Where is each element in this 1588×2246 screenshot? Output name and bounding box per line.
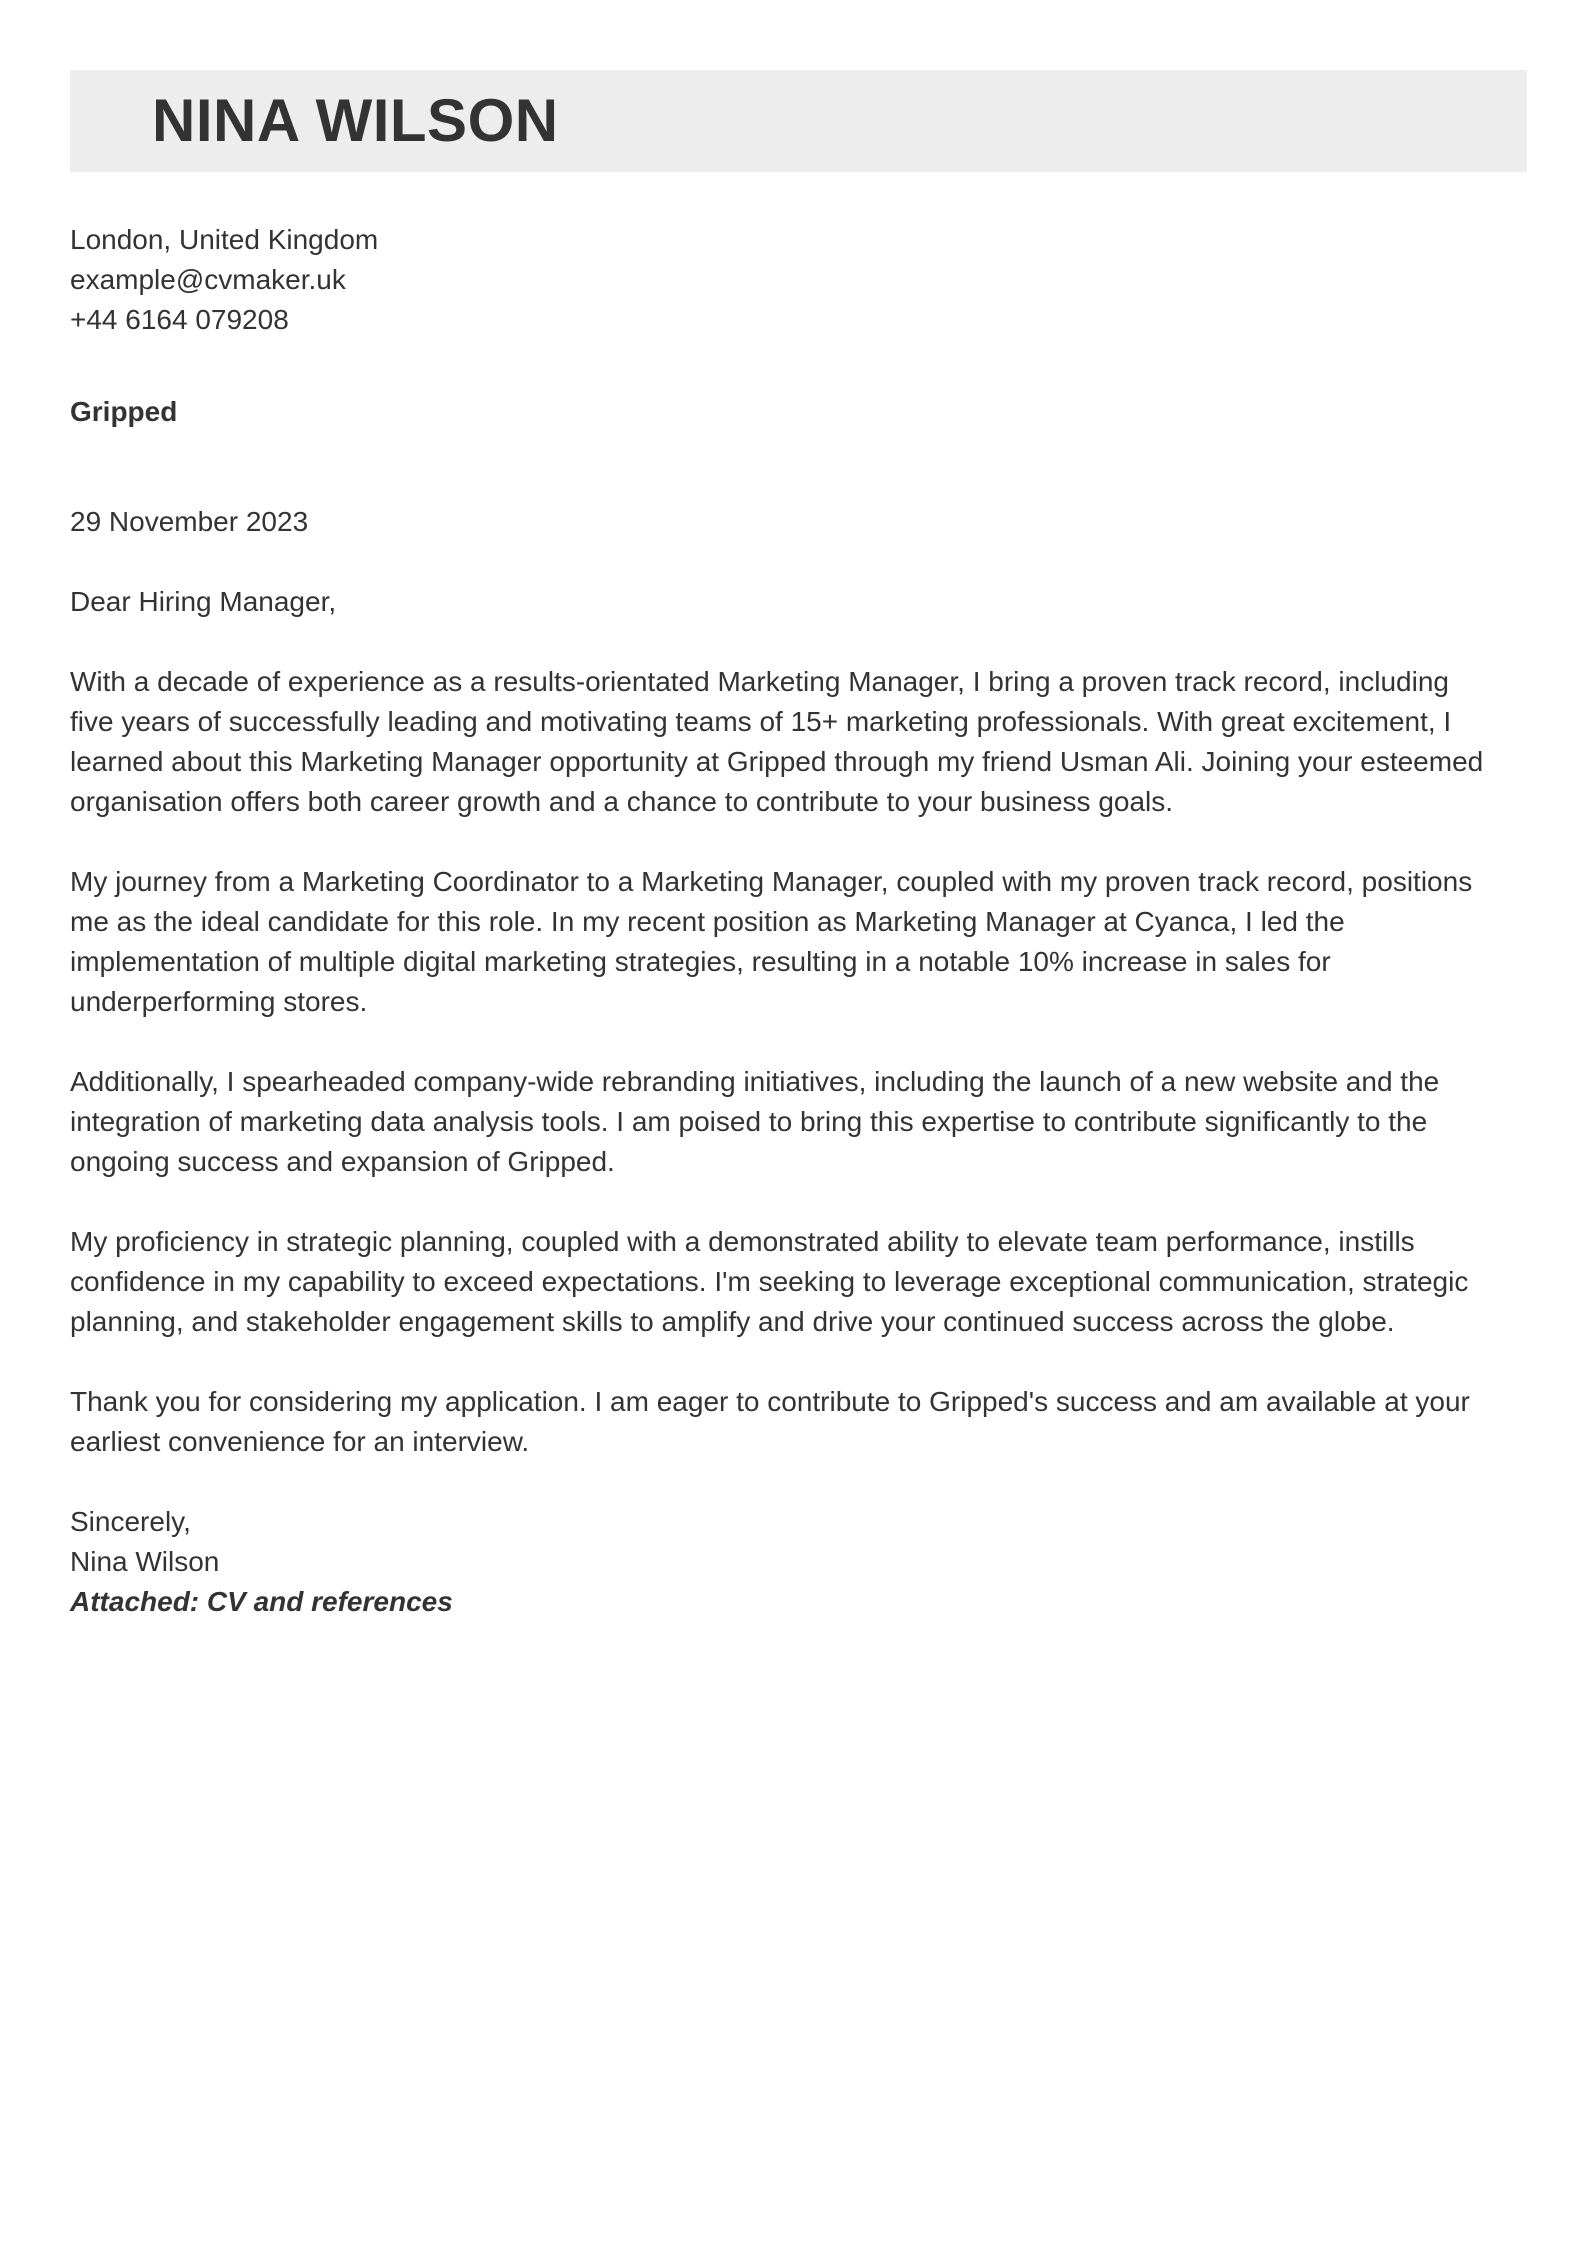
- closing-phrase: Sincerely,: [70, 1506, 191, 1537]
- contact-phone: +44 6164 079208: [70, 304, 289, 335]
- contact-email: example@cvmaker.uk: [70, 264, 346, 295]
- letter-closing: [70, 1502, 1490, 1622]
- letter-paragraph-1: With a decade of experience as a results-orientated Marketing Manager, I bring a proven track record, including five years of successfully leading and motivating teams of 15+ marketing professionals. With great excitement, I learned about this Marketing Manager opportunity at Gripped through my friend Usman Ali. Joining your esteemed organisation offers both career growth and a chance to contribute to your business goals.: [70, 666, 1484, 817]
- attachment-note: Attached: CV and references: [70, 1586, 453, 1617]
- contact-location: London, United Kingdom: [70, 224, 379, 255]
- recipient-company: Gripped: [70, 396, 178, 427]
- letter-paragraph-4: My proficiency in strategic planning, coupled with a demonstrated ability to elevate team performance, instills confidence in my capability to exceed expectations. I'm seeking to leverage exceptional communication, strategic planning, and stakeholder engagement skills to amplify and drive your continued success across the globe.: [70, 1226, 1469, 1337]
- contact-details: [70, 220, 1490, 340]
- letter-paragraph-3: Additionally, I spearheaded company-wide rebranding initiatives, including the launch of a new website and the integration of marketing data analysis tools. I am poised to bring this expertise to contribute significantly to the ongoing success and expansion of Gripped.: [70, 1066, 1440, 1177]
- letter-date: 29 November 2023: [70, 506, 309, 537]
- applicant-name: NINA WILSON: [152, 87, 559, 154]
- letter-paragraph-2: My journey from a Marketing Coordinator to a Marketing Manager, coupled with my proven track record, positions me as the ideal candidate for this role. In my recent position as Marketing Manager at Cyanca, I led the implementation of multiple digital marketing strategies, resulting in a notable 10% increase in sales for underperforming stores.: [70, 866, 1473, 1017]
- salutation: Dear Hiring Manager,: [70, 586, 337, 617]
- letter-paragraph-5: Thank you for considering my application. I am eager to contribute to Gripped's success and am available at your earliest convenience for an interview.: [70, 1386, 1470, 1457]
- name-header-band: [70, 70, 1527, 172]
- signature-name: Nina Wilson: [70, 1546, 220, 1577]
